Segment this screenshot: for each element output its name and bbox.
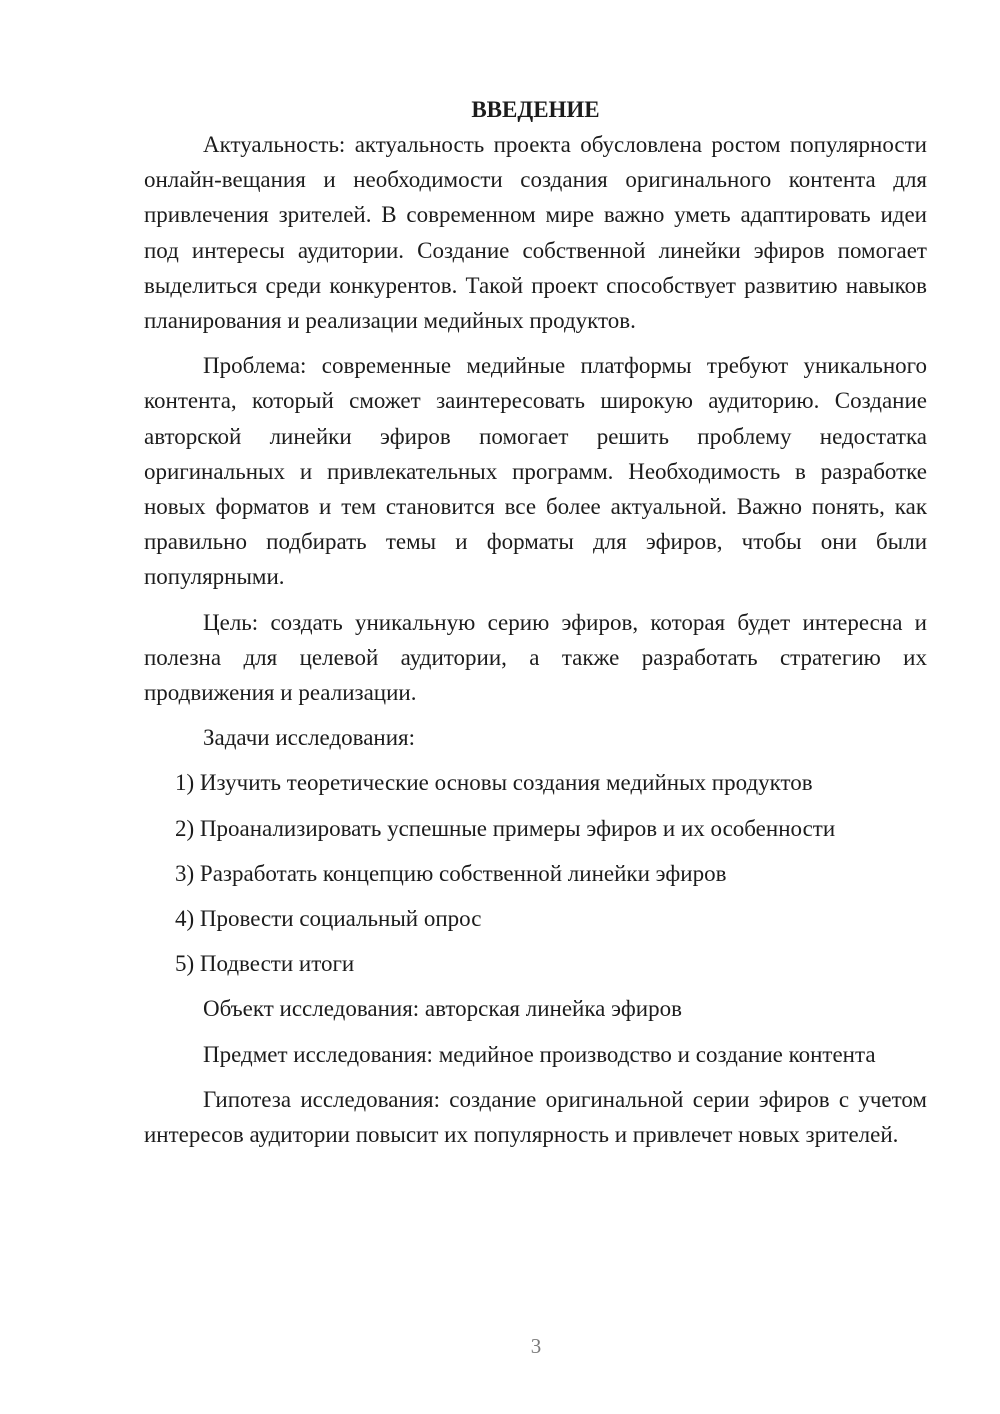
list-item: 1) Изучить теоретические основы создания медийных продуктов [175,770,813,796]
paragraph-relevance: Актуальность: актуальность проекта обусловлена ростом популярности онлайн-вещания и необходимости создания оригинального контента для привлечения зрителей. В современном мире важно уметь адаптировать идеи под интересы аудитории. Создание собственной линейки эфиров помогает выделиться среди конкурентов. Такой проект способствует развитию навыков планирования и реализации медийных продуктов. [144,132,927,334]
list-item: 3) Разработать концепцию собственной линейки эфиров [175,860,727,886]
paragraph-hypothesis: Гипотеза исследования: создание оригинальной серии эфиров с учетом интересов аудитории повысит их популярность и привлечет новых зрителей. [144,1086,927,1148]
paragraph-problem: Проблема: современные медийные платформы требуют уникального контента, который сможет заинтересовать широкую аудиторию. Создание авторской линейки эфиров помогает решить проблему недостатка оригинальных и привлекательных программ. Необходимость в разработке новых форматов и тем становится все более актуальной. Важно понять, как правильно подбирать темы и форматы для эфиров, чтобы они были популярными. [144,353,927,590]
paragraph-object: Объект исследования: авторская линейка эфиров [203,996,682,1022]
tasks-list [144,765,927,981]
paragraph-goal: Цель: создать уникальную серию эфиров, которая будет интересна и полезна для целевой аудитории, а также разработать стратегию их продвижения и реализации. [144,609,927,706]
list-item: 4) Провести социальный опрос [175,906,482,932]
page-title: ВВЕДЕНИЕ [471,97,600,122]
document-body [144,92,927,1162]
tasks-heading: Задачи исследования: [203,725,416,751]
list-item: 2) Проанализировать успешные примеры эфиров и их особенности [175,815,836,841]
paragraph-subject: Предмет исследования: медийное производство и создание контента [203,1041,876,1067]
page-number: 3 [530,1334,542,1358]
list-item: 5) Подвести итоги [175,951,355,977]
